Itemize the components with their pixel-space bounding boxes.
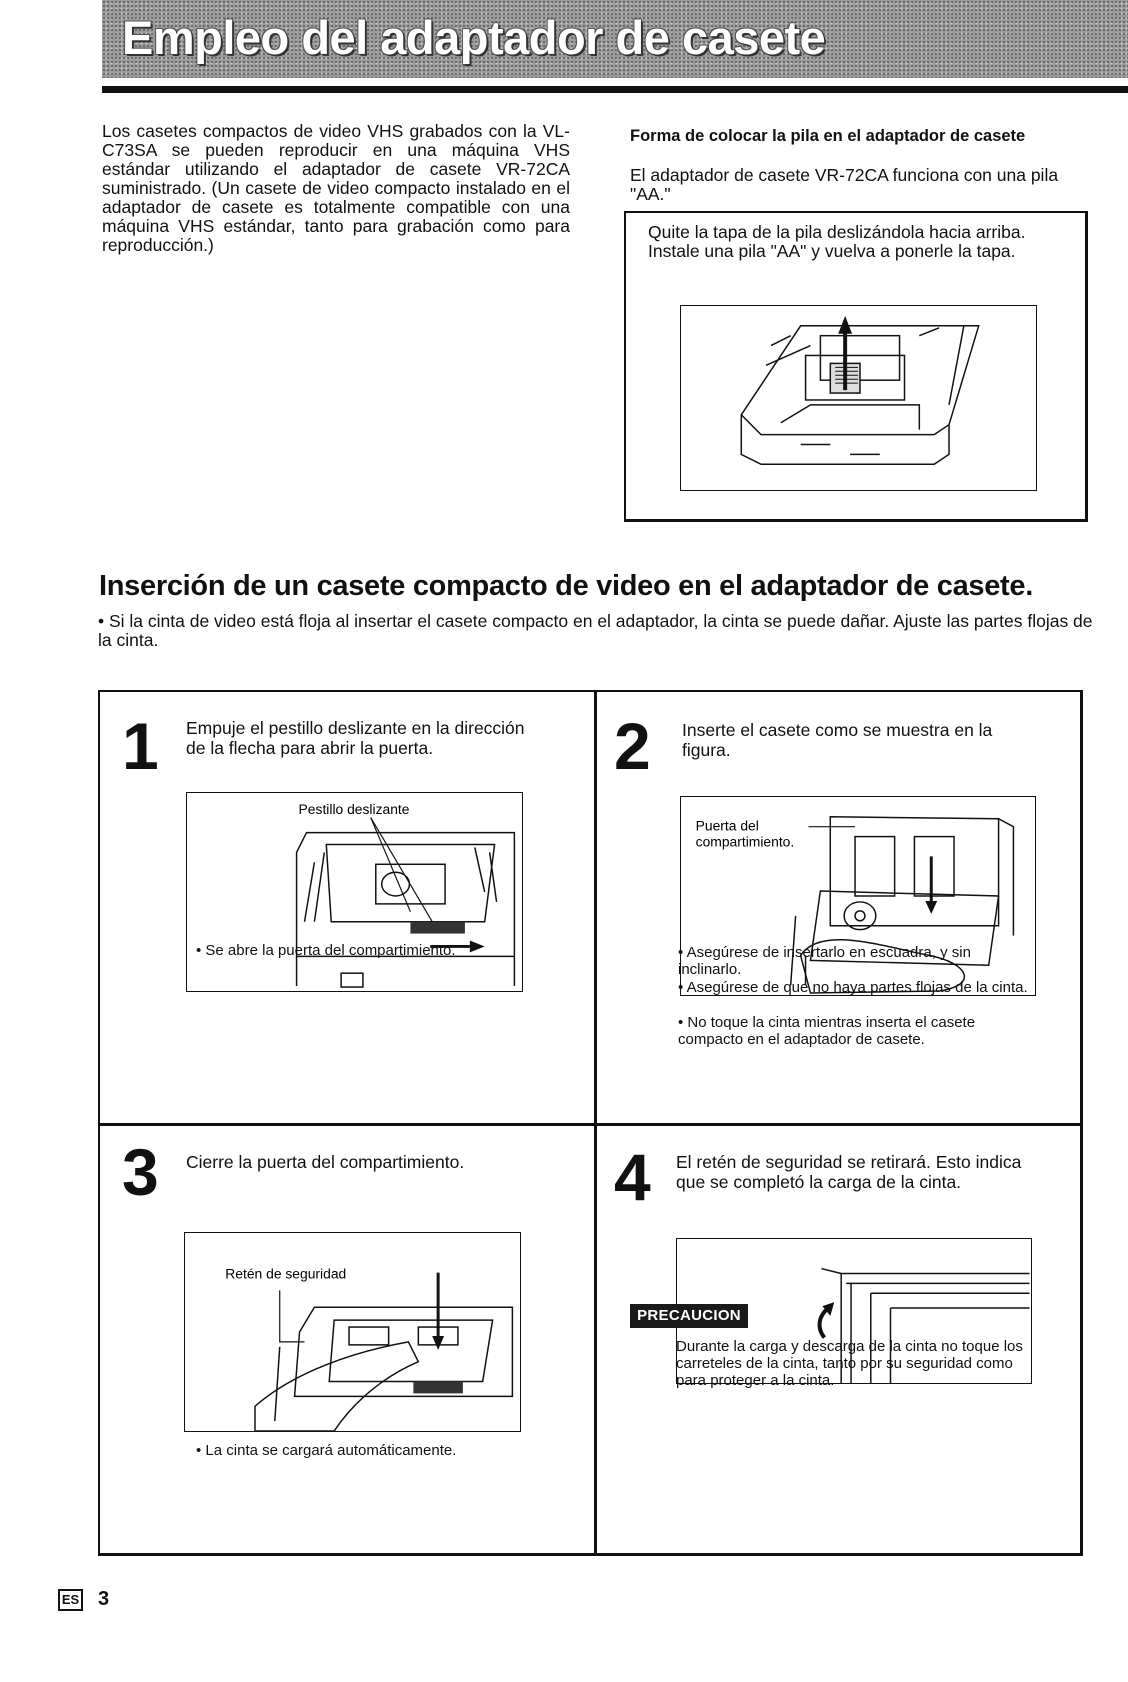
step-4-text: El retén de seguridad se retirará. Esto indica que se completó la carga de la cinta. bbox=[676, 1152, 1022, 1192]
caution-text: Durante la carga y descarga de la cinta no toque los carreteles de la cinta, tanto por su seguridad como para proteger a la cinta. bbox=[676, 1338, 1023, 1389]
step-1-number: 1 bbox=[122, 709, 159, 783]
step-3-note: • La cinta se cargará automáticamente. bbox=[196, 1442, 457, 1459]
step-3-illustration bbox=[185, 1233, 520, 1431]
step-2-note-2: • Asegúrese de que no haya partes flojas de la cinta. bbox=[678, 979, 1028, 996]
page-number: 3 bbox=[98, 1588, 110, 1610]
insertion-heading: Inserción de un casete compacto de video en el adaptador de casete. bbox=[99, 570, 1033, 602]
step-1-fig-label: Pestillo deslizante bbox=[298, 800, 410, 817]
step-4-number: 4 bbox=[614, 1140, 651, 1214]
page-title: Empleo del adaptador de casete bbox=[122, 11, 826, 64]
step-2-note-3: • No toque la cinta mientras inserta el casete compacto en el adaptador de casete. bbox=[678, 1014, 976, 1048]
battery-heading: Forma de colocar la pila en el adaptador de casete bbox=[630, 127, 1026, 145]
step-2-fig-label: Puerta del compartimiento. bbox=[695, 817, 795, 850]
step-3-text: Cierre la puerta del compartimiento. bbox=[186, 1152, 465, 1172]
step-3-figure bbox=[184, 1232, 521, 1432]
intro-paragraph: Los casetes compactos de video VHS grabados con la VL-C73SA se pueden reproducir en una máquina VHS estándar utilizando el adaptador de casete VR-72CA suministrado. (Un casete de video compacto instalado en el adaptador de casete es totalmente compatible con una máquina VHS estándar, tanto para grabación como para reproducción.) bbox=[102, 121, 570, 255]
insertion-bullet: • Si la cinta de video está floja al insertar el casete compacto en el adaptador, la cinta se puede dañar. Ajuste las partes flojas de la cinta. bbox=[98, 611, 1093, 650]
step-1-figure bbox=[186, 792, 523, 992]
step-1-text: Empuje el pestillo deslizante en la dirección de la flecha para abrir la puerta. bbox=[186, 718, 525, 758]
battery-instruction: Quite la tapa de la pila deslizándola hacia arriba. Instale una pila "AA" y vuelva a ponerle la tapa. bbox=[648, 222, 1026, 261]
step-3-number: 3 bbox=[122, 1135, 159, 1209]
step-1-note: • Se abre la puerta del compartimiento. bbox=[196, 942, 456, 959]
step-2-text: Inserte el casete como se muestra en la figura. bbox=[682, 720, 993, 760]
step-1-illustration bbox=[187, 793, 522, 991]
battery-figure bbox=[680, 305, 1037, 491]
battery-illustration bbox=[681, 306, 1036, 490]
title-rule bbox=[102, 86, 1128, 93]
battery-instruction-box bbox=[624, 211, 1088, 522]
language-badge: ES bbox=[58, 1589, 83, 1611]
grid-horizontal-divider bbox=[100, 1123, 1080, 1126]
step-2-number: 2 bbox=[614, 709, 651, 783]
battery-note: El adaptador de casete VR-72CA funciona con una pila "AA." bbox=[630, 165, 1059, 204]
step-3-fig-label: Retén de seguridad bbox=[225, 1265, 347, 1282]
steps-grid bbox=[98, 690, 1083, 1556]
step-2-note-1: • Asegúrese de insertarlo en escuadra, y sin inclinarlo. bbox=[678, 944, 971, 978]
caution-badge: PRECAUCION bbox=[630, 1304, 748, 1328]
